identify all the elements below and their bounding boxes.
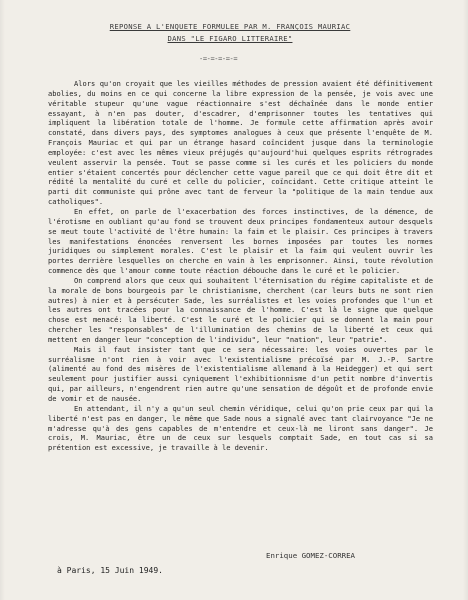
page-edge-shadow (463, 0, 468, 600)
paragraph-5: En attendant, il n'y a qu'un seul chemin véridique, celui qu'on prie ceux par qui la liberté n'est pas en danger, le même que Sade nous a signalé avec tant clairvoyance "Je ne m'adresse qu'à des gens capables de m'entendre et ceux-là me liront sans danger". Je crois, M. Mauriac, être un de ceux sur lesquels comptait Sade, en tout cas si sa prétention est excessive, je travaille à le devenir. (48, 403, 433, 453)
title-line-2: DANS "LE FIGARO LITTERAIRE" (167, 34, 293, 43)
document-body (48, 79, 433, 453)
paragraph-3: On comprend alors que ceux qui souhaitent l'éternisation du régime capitaliste et de la morale de bons bourgeois par le christianisme, cherchent (car leurs buts ne sont rien autres) à nier et à persécuter Sade, les surréalistes et les voies profondes que l'un et les autres ont tracées pour la connaissance de l'homme. C'est là le signe que quelque chose est menacé: la liberté. C'est le curé et le policier qui se donnent la main pour chercher les "responsables" de l'illumination des chemins de la liberté et ceux qui mettent en danger leur "conception de l'individu", leur "nation", leur "patrie". (48, 275, 433, 344)
title-line-1: REPONSE A L'ENQUETE FORMULEE PAR M. FRANÇOIS MAURIAC (109, 22, 351, 31)
paragraph-1: Alors qu'on croyait que les vieilles méthodes de pression avaient été définitivement abolies, du moins en ce qui concerne la libre expression de la pensée, je vois avec une véritable stupeur qu'une vague réactionnaire s'est déchaînée dans le monde entier essayant, à n'en pas douter, d'escadrer, d'emprisonner toutes les tentatives qui impliquent la libération totale de l'homme. Je formule cette affirmation après avoir constaté, dans divers pays, des symptomes analogues à ceux que présente l'enquête de M. François Mauriac et qui par un étrange hasard coïncident jusque dans la terminologie employée: c'est avec les mêmes vieux préjugés qu'aujourd'hui quelques esprits rétrogrades veulent asservir la pensée. Tout se passe comme si les curés et les policiers du monde entier s'étaient concertés pour déclencher cette vague pareil que ce qui doit être dit et rédité la mentalité du curé et celle du policier, coïncidant. Cette critique atteint le parti dit communiste qui prône avec tant de ferveur la "politique de la main tendue aux catholiques". (48, 79, 433, 207)
paragraph-2: En effet, on parle de l'exacerbation des forces instinctives, de la démence, de l'érotisme en oubliant qu'au fond se trouvent deux principes fondamenteux autour desquels se meut toute l'activité de l'être humain: la faim et le plaisir. Ces principes à travers les manifestations énoncées renversent les bornes imposées par toutes les normes juridiques ou simplement morales. C'est le plaisir et la faim qui veulent ouvrir les portes derrière lesquelles on cherche en vain à les emprisonner. Ainsi, toute révolution commence dès que l'amour comme toute réaction débouche dans le curé et le policier. (48, 206, 433, 276)
place-date: à Paris, 15 Juin 1949. (57, 566, 163, 575)
signature: Enrique GOMEZ-CORREA (266, 551, 355, 560)
title-ornament: -=-=-=-=-= (199, 55, 238, 63)
document-title (60, 21, 400, 45)
paragraph-4: Mais il faut insister tant que ce sera nécessaire: les voies ouvertes par le surréalisme n'ont rien à voir avec l'existentialisme précoïsé par M. J.-P. Sartre (alimenté au fond des misères de l'existentialisme allemand à la Heidegger) et qui sert seulement pour justifier aussi cyniquement l'exhibitionnisme d'un petit nombre d'invertis qui, par ailleurs, n'engendrent rien autre qu'une sensation de dégoût et de profonde envie de vomir et de nausée. (48, 344, 433, 403)
page-edge-shadow (0, 0, 5, 600)
